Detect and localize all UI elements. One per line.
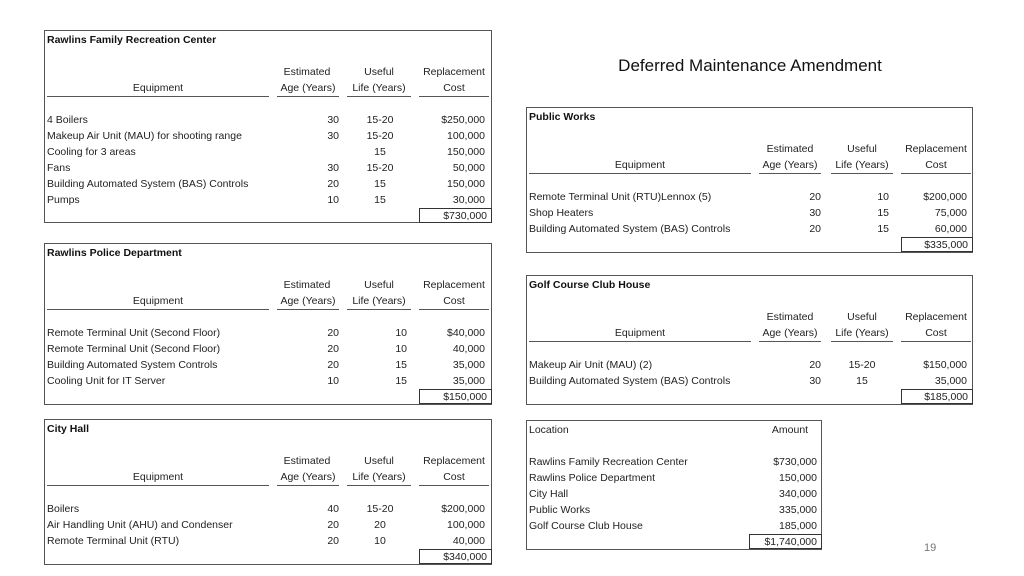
row-equipment: Shop Heaters [529,207,594,219]
row-equipment: Air Handling Unit (AHU) and Condenser [47,519,233,531]
row-equipment: Remote Terminal Unit (RTU)Lennox (5) [529,191,712,203]
header-useful: Useful [847,311,877,323]
row-age: 30 [809,207,821,219]
row-cost: 150,000 [447,178,485,190]
row-life: 20 [374,519,386,531]
row-equipment: Makeup Air Unit (MAU) (2) [529,359,653,371]
header-estimated: Estimated [283,66,331,78]
row-life: 15 [877,223,889,235]
summary-location: Golf Course Club House [529,520,643,532]
header-cost: Cost [901,325,971,342]
header-life-years: Life (Years) [347,469,411,486]
header-useful: Useful [364,66,394,78]
row-life: 15-20 [366,114,394,126]
header-estimated: Estimated [283,279,331,291]
row-life: 15 [395,359,407,371]
row-age: 20 [327,343,339,355]
table-total: $340,000 [419,549,492,564]
row-age: 20 [327,178,339,190]
header-estimated: Estimated [766,143,814,155]
header-estimated: Estimated [283,455,331,467]
row-equipment: Building Automated System (BAS) Controls [529,375,731,387]
row-cost: 30,000 [421,192,489,209]
table-title: Rawlins Police Department [47,247,182,259]
summary-amount: $730,000 [773,456,817,468]
header-equipment: Equipment [47,80,269,97]
row-age: 40 [327,503,339,515]
table-rawlins-family-recreation-center [44,30,492,223]
row-life: 15-20 [366,130,394,142]
header-age-years: Age (Years) [759,325,821,342]
row-equipment: Pumps [47,194,80,206]
row-equipment: Remote Terminal Unit (Second Floor) [47,343,221,355]
page-title: Deferred Maintenance Amendment [618,56,882,75]
row-cost: 35,000 [903,373,971,390]
row-life: 10 [374,535,386,547]
row-life: 15 [374,178,386,190]
row-equipment: Remote Terminal Unit (Second Floor) [47,327,221,339]
row-age: 30 [809,375,821,387]
row-cost: $200,000 [441,503,485,515]
summary-location: Rawlins Police Department [529,472,656,484]
row-life: 15-20 [366,503,394,515]
summary-amount: 340,000 [779,488,817,500]
row-equipment: Building Automated System Controls [47,359,218,371]
summary-location: Rawlins Family Recreation Center [529,456,688,468]
row-cost: 100,000 [447,130,485,142]
row-age: 10 [327,375,339,387]
page-number: 19 [924,542,937,554]
header-cost: Cost [419,469,489,486]
summary-location: City Hall [529,488,569,500]
header-replacement: Replacement [905,143,967,155]
header-cost: Cost [419,293,489,310]
row-life: 15 [374,194,386,206]
header-life-years: Life (Years) [831,157,893,174]
table-city-hall [44,419,492,565]
header-equipment: Equipment [47,469,269,486]
row-cost: $40,000 [447,327,485,339]
row-life: 15 [877,207,889,219]
row-age: 20 [809,223,821,235]
row-age: 20 [809,359,821,371]
row-life: 15 [395,375,407,387]
row-equipment: Cooling for 3 areas [47,146,136,158]
row-equipment: Cooling Unit for IT Server [47,375,166,387]
row-age: 20 [327,359,339,371]
summary-amount: 150,000 [779,472,817,484]
row-age: 30 [327,114,339,126]
row-equipment: Fans [47,162,71,174]
row-age: 20 [327,519,339,531]
row-age: 30 [327,130,339,142]
row-cost: 60,000 [903,221,971,238]
summary-amount: 185,000 [749,518,821,535]
header-equipment: Equipment [529,157,751,174]
table-total: $185,000 [901,389,973,404]
header-cost: Cost [419,80,489,97]
header-age-years: Age (Years) [759,157,821,174]
row-cost: 35,000 [421,373,489,390]
table-title: Public Works [529,111,596,123]
header-age-years: Age (Years) [277,80,339,97]
row-age: 10 [327,194,339,206]
row-cost: 150,000 [447,146,485,158]
header-replacement: Replacement [423,279,485,291]
row-equipment: Makeup Air Unit (MAU) for shooting range [47,130,242,142]
row-cost: $200,000 [923,191,967,203]
row-life: 15 [374,146,386,158]
header-useful: Useful [847,143,877,155]
row-equipment: Building Automated System (BAS) Controls [47,178,249,190]
table-title: Rawlins Family Recreation Center [47,34,217,46]
table-total: $335,000 [901,237,973,252]
row-cost: 35,000 [452,359,485,371]
summary-location: Public Works [529,504,591,516]
header-age-years: Age (Years) [277,469,339,486]
row-cost: 40,000 [452,343,485,355]
header-amount: Amount [771,424,809,436]
row-equipment: Remote Terminal Unit (RTU) [47,535,180,547]
row-age: 30 [327,162,339,174]
table-rawlins-police-department [44,243,492,405]
row-life: 10 [395,327,407,339]
row-life: 10 [395,343,407,355]
header-location: Location [529,424,569,436]
row-life: 15 [856,375,868,387]
header-useful: Useful [364,455,394,467]
table-title: Golf Course Club House [529,279,651,291]
header-life-years: Life (Years) [347,80,411,97]
row-cost: $250,000 [441,114,485,126]
row-age: 20 [327,535,339,547]
row-life: 10 [877,191,889,203]
row-cost: 50,000 [452,162,485,174]
table-total: $150,000 [419,389,492,404]
row-age: 20 [327,327,339,339]
row-age: 20 [809,191,821,203]
table-public-works [526,107,973,253]
row-cost: 40,000 [421,533,489,550]
row-life: 15-20 [366,162,394,174]
summary-total: $1,740,000 [749,534,822,549]
header-replacement: Replacement [423,455,485,467]
header-age-years: Age (Years) [277,293,339,310]
table-total: $730,000 [419,208,492,223]
header-useful: Useful [364,279,394,291]
header-replacement: Replacement [423,66,485,78]
summary-amount: 335,000 [779,504,817,516]
header-life-years: Life (Years) [831,325,893,342]
table-golf-course-club-house [526,275,973,405]
row-cost: 100,000 [447,519,485,531]
header-equipment: Equipment [47,293,269,310]
header-replacement: Replacement [905,311,967,323]
header-life-years: Life (Years) [347,293,411,310]
row-cost: $150,000 [923,359,967,371]
row-equipment: Boilers [47,503,80,515]
table-summary [526,420,822,550]
row-life: 15-20 [848,359,876,371]
row-cost: 75,000 [934,207,967,219]
row-equipment: 4 Boilers [47,114,88,126]
table-title: City Hall [47,423,90,435]
header-cost: Cost [901,157,971,174]
header-equipment: Equipment [529,325,751,342]
row-equipment: Building Automated System (BAS) Controls [529,223,731,235]
header-estimated: Estimated [766,311,814,323]
